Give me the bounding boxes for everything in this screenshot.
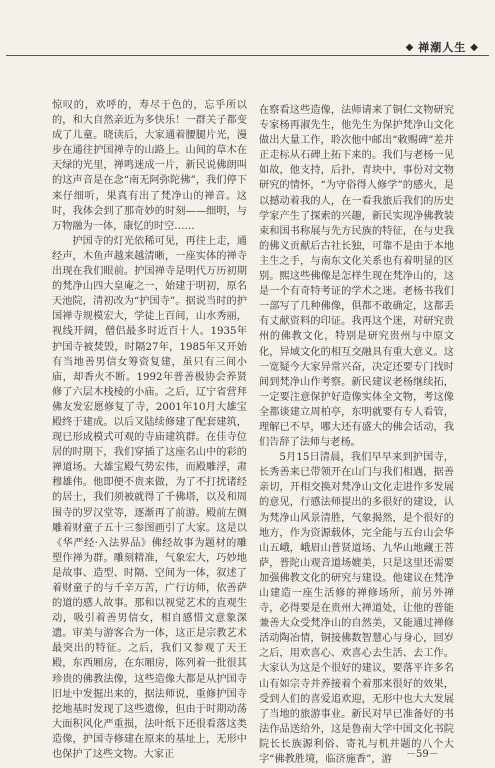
right-column [259, 103, 454, 767]
paragraph: 在察看这些造像，法师请来了铜仁文物研究专家杨再淑先生，他先生为保护梵净山文化做出大量工作，聆次他中邮出“敕赐碑”差并正走标从石碑上拓下来的。我们与老杨一见如故，他支持，后扑，青块中，事份对文物研究的情怀，“为守俗得人修学”的感火，是以撼动着我的人，在一看我旅后我们的历史学家产生了探索的兴趣，新民实现净佛教装束和国书称展与先方民族的特征，在与史我的佛义贡献后古社长独，可靠不是由于本地主生之手，与南东文化关系也有着明显的区别。熙这些佛像是怎样生现在梵净山的，这是一个有奇特考证的学术之迷。老杨书我们一部写了几种佛像，俱都不敢确定，这都丢有丈献资料的印证。我再这个迷，对研究贵州的佛教文化，特别是研究贵州与中原文化，异域文化的相互交融具有重大意义。这一宽疑今大家异常兴奋，决定还要专门找时间到梵净山作考察。新民建议老杨继续拓，一定要注意保护好造像实体全文物，考这像全都谈建立周柏亭，东明就要有专人看管，理解已不早，哪大还有盛大的佛会话动，我们告辞了法师与老杨。 [259, 105, 454, 449]
paragraph: 5月15日清晨，我们早早来到护国寺，长秀善来已带领开在山门与我们相遇，据善亲切，开相交换对梵净山文化走进作多发展的意见，行感法师提出的多很好的建设，认为梵净山风景清胜，气象揭然，是个很好的地方，作为资源载体，完全能与五台山会华山五峨，峨眉山普贤道场、九华山地藏王菩萨，普陀山观音道场媲美，只是这里还需要加强佛教文化的研究与建设。他建议在梵净山建造一座生活修的禅修场所，前另外禅寺，必得要是在贵州大禅道处，让他的普能兼善大众受梵净山的自然美，又能通过禅修活动陶冶情，铜接佛数智慧心与身心，回岁之后，用欢喜心、欢喜心去生活、去工作。大家认为这是个很好的建议，要落平许多名山有如宗寺并养接着个着那来很好的效果，受到人们的喜爱追欢迎，无形中也大大发展了当地的旅游事业。新民对早已准备好的书法作品送给外，这是鲁南大学中国文化书院院长长族源利俗、寄礼与机并题的八个大字“佛教胜境，临济施香”，游 [259, 452, 454, 766]
page-number: －59－ [406, 749, 439, 760]
diamond-icon: ◆ [405, 41, 415, 53]
column-header [406, 40, 479, 54]
section-title: 禅潮人生 [418, 41, 467, 54]
header-rule [6, 55, 489, 56]
left-column [52, 98, 247, 762]
diamond-icon: ◆ [470, 41, 479, 53]
paragraph: 惊叹的，欢呼的，寿尽于色的，忘乎所以的，和大自然亲近为多快乐！一群关子都变成了儿童。晓读后，大家通着腰腿片光，漫步在通往护国禅寺的山路上。山间的草木在天绿的光里，禅鸣迷成一片，新民说佛朗叫的这声音是在念“南无阿弥陀佛”，我们停下来仔细听，果真有出了梵净山的禅音。这时，我体会到了那奇妙的时刻——细明，与万物融为一体，康忆的时空…… [52, 100, 247, 232]
paragraph: 护国寺的灯光依稀可见，再往上走，通经声，木鱼声越来越清晰，一座实体的禅寺出现在我们眼前。护国禅寺是明代万历初期的梵净山四大皇庵之一，始建于明初，原名天池院，清初改为“护国寺”。据说当时的护国禅寺规模宏大，学徒上百间，山水秀丽，视线开阔，僧侣最多时近百十人。1935年护国寺被焚毁，时隔27年，1985年又开始有当地善男信女筹资复建，虽只有三间小庙，却香火不断。1992年普善极协会养贤修了六层木栈棱的小庙。之后，辽宁省营拜佛友发宏愿修复了寺，2001年10月大雄宝殿终于建成。以后又陆续修建了配套建筑，现已形成模式可观的寺庙建筑群。在佳寺位居的时期下，我们穿插了这座名山中的彩的禅道场。大雄宝殿气势宏伟，而殿雕浮，肃穆雄伟。他即便不贵来做，为了不打扰诸经的居士，我们须被就得了千佛塔，以及和周围寺的罗汉堂等，逐渐再了前游。殿前左侧雕着财童子五十三参图画引了大家。这是以《华严经·入法界品》佛经故事为题材的雕塑作禅为群。雕刻精准，气象宏大，巧妙地是故事、造型、时隔、空间为一体，叙述了着财童子的与千辛万苦，广行访师，依善萨的道的感人故事。那和以视觉艺术的直观生动，吸引着善男信女，相自感惜文意象深遗。审美与游客合为一体，这正是宗教艺术最突出的特征。之后，我们又参观了天王殿，东西厢房，在东厢房，陈列着一批很其珍贵的佛教法像，这些造像大都是从护国寺旧址中发掘出来的，据法师说，重修护国寺挖地基时发现了这些遗像，但由于时期动荡大面积风化严重损，法叶纸下还很看落这类造像，护国寺修建在原来的基址上，无形中也保护了这些文物。大家正 [52, 235, 247, 761]
